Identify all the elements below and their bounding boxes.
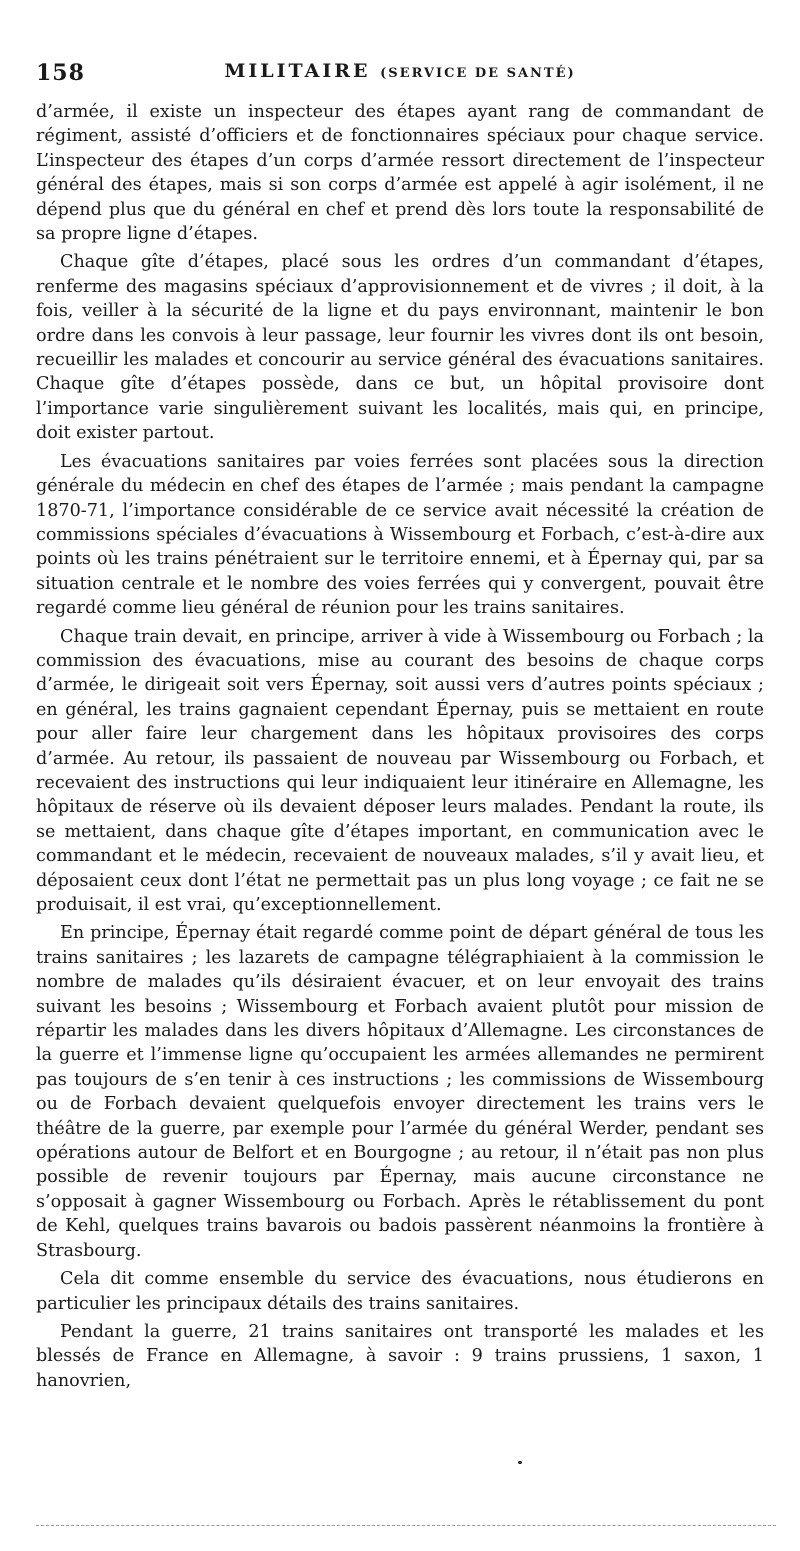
ink-speck [518,1461,522,1464]
paragraph: d’armée, il existe un inspecteur des étapes ayant rang de commandant de régiment, assisté d’officiers et de fonctionnaires spéciaux pour chaque service. L’inspecteur des étapes d’un corps d’armée ressort directement de l’inspecteur général des étapes, mais si son corps d’armée est appelé à agir isolément, il ne dépend plus que du général en chef et prend dès lors toute la responsabilité de sa propre ligne d’étapes. [36,102,764,245]
paragraph: Les évacuations sanitaires par voies ferrées sont placées sous la direction générale du médecin en chef des étapes de l’armée ; mais pendant la campagne 1870-71, l’importance considérable de ce service avait nécessité la création de commissions spéciales d’évacuations à Wissembourg et Forbach, c’est-à-dire aux points où les trains pénétraient sur le territoire ennemi, et à Épernay qui, par sa situation centrale et le nombre des voies ferrées qui y convergent, pouvait être regardé comme lieu général de réunion pour les trains sanitaires. [36,451,764,619]
running-title-main: MILITAIRE [224,60,371,82]
body-text [36,100,764,1397]
paragraph: En principe, Épernay était regardé comme point de départ général de tous les trains sanitaires ; les lazarets de campagne télégraphiaient à la commission le nombre de malades qu’ils désiraient évacuer, et on leur envoyait des trains suivant les besoins ; Wissembourg et Forbach avaient plutôt pour mission de répartir les malades dans les divers hôpitaux d’Allemagne. Les circonstances de la guerre et l’immense ligne qu’occupaient les armées allemandes ne permirent pas toujours de s’en tenir à ces instructions ; les commissions de Wissembourg ou de Forbach devaient quelquefois envoyer directement les trains vers le théâtre de la guerre, par exemple pour l’armée du général Werder, pendant ses opérations autour de Belfort et en Bourgogne ; au retour, il n’était pas non plus possible de revenir toujours par Épernay, mais aucune circonstance ne s’opposait à gagner Wissembourg ou Forbach. Après le rétablissement du pont de Kehl, quelques trains bavarois ou badois passèrent néanmoins la frontière à Strasbourg. [36,923,764,1261]
paragraph: Chaque train devait, en principe, arriver à vide à Wissembourg ou Forbach ; la commission des évacuations, mise au courant des besoins de chaque corps d’armée, le dirigeait soit vers Épernay, soit aussi vers d’autres points spéciaux ; en général, les trains gagnaient cependant Épernay, puis se mettaient en route pour aller faire leur chargement dans les hôpitaux provisoires des corps d’armée. Au retour, ils passaient de nouveau par Wissembourg ou Forbach, et recevaient des instructions qui leur indiquaient leur itinéraire en Allemagne, les hôpitaux de réserve où ils devaient déposer leurs malades. Pendant la route, ils se mettaient, dans chaque gîte d’étapes important, en communication avec le commandant et le médecin, recevaient de nouveaux malades, s’il y avait lieu, et déposaient ceux dont l’état ne permettait pas un plus long voyage ; ce fait ne se produisait, il est vrai, qu’exceptionnellement. [36,626,764,915]
paragraph: Chaque gîte d’étapes, placé sous les ordres d’un commandant d’étapes, renferme des magasins spéciaux d’approvisionnement et de vivres ; il doit, à la fois, veiller à la sécurité de la ligne et du pays environnant, maintenir le bon ordre dans les convois à leur passage, leur fournir les vivres dont ils ont besoin, recueillir les malades et concourir au service général des évacuations sanitaires. Chaque gîte d’étapes possède, dans ce but, un hôpital provisoire dont l’importance varie singulièrement suivant les localités, mais qui, en principe, doit exister partout. [36,252,764,444]
running-title-subtitle: (SERVICE DE SANTÉ) [380,66,576,81]
page-header [36,60,764,92]
paragraph: Cela dit comme ensemble du service des évacuations, nous étudierons en particulier les principaux détails des trains sanitaires. [36,1269,764,1314]
page-number: 158 [36,60,85,86]
running-title [36,60,764,82]
paragraph: Pendant la guerre, 21 trains sanitaires ont transporté les malades et les blessés de France en Allemagne, à savoir : 9 trains prussiens, 1 saxon, 1 hanovrien, [36,1321,764,1391]
page-bottom-rule [36,1525,776,1526]
